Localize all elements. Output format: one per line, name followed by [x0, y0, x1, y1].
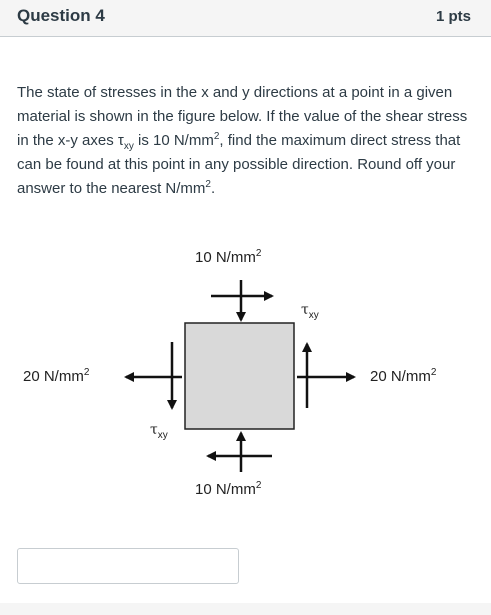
answer-input[interactable]: [17, 548, 239, 584]
stress-element: [185, 323, 294, 429]
left-stress-label: 20 $N/mm^2$: [23, 367, 90, 385]
left-stress-arrows: [126, 342, 182, 408]
right-stress-arrows: [297, 344, 354, 408]
question-header: [0, 0, 491, 37]
question-text-exponent-2: 2: [205, 179, 211, 190]
question-text-part3: , find the maximum direct stress that can be found at this point in any possible direction. Round off your answer to the nearest N/mm: [17, 132, 461, 197]
tau-xy-label-top: $\tau_{xy}$: [301, 302, 319, 321]
footer-bar: [0, 603, 491, 615]
question-title: Question 4: [17, 6, 105, 25]
bottom-stress-label: 10 $N/mm^2$: [195, 480, 262, 498]
question-text-part1: The state of stresses in the x and y directions at a point in a given material is shown in the figure below. If the value of the shear stress in the x-y axes τ: [17, 84, 468, 149]
tau-xy-label-bottom: $\tau_{xy}$: [150, 422, 168, 441]
question-text-part4: .: [210, 180, 216, 197]
top-stress-label: 10 $N/mm^2$: [195, 248, 262, 266]
question-text: [17, 81, 477, 201]
question-text-exponent-1: 2: [213, 131, 220, 142]
question-text-subscript: xy: [123, 141, 134, 152]
question-points: 1 pts: [435, 8, 471, 25]
stress-figure: [0, 240, 491, 510]
bottom-stress-arrows: [208, 433, 272, 472]
right-stress-label: 20 $N/mm^2$: [370, 367, 437, 385]
top-stress-arrows: [211, 280, 272, 320]
question-text-part2: is 10 N/mm: [133, 132, 214, 149]
